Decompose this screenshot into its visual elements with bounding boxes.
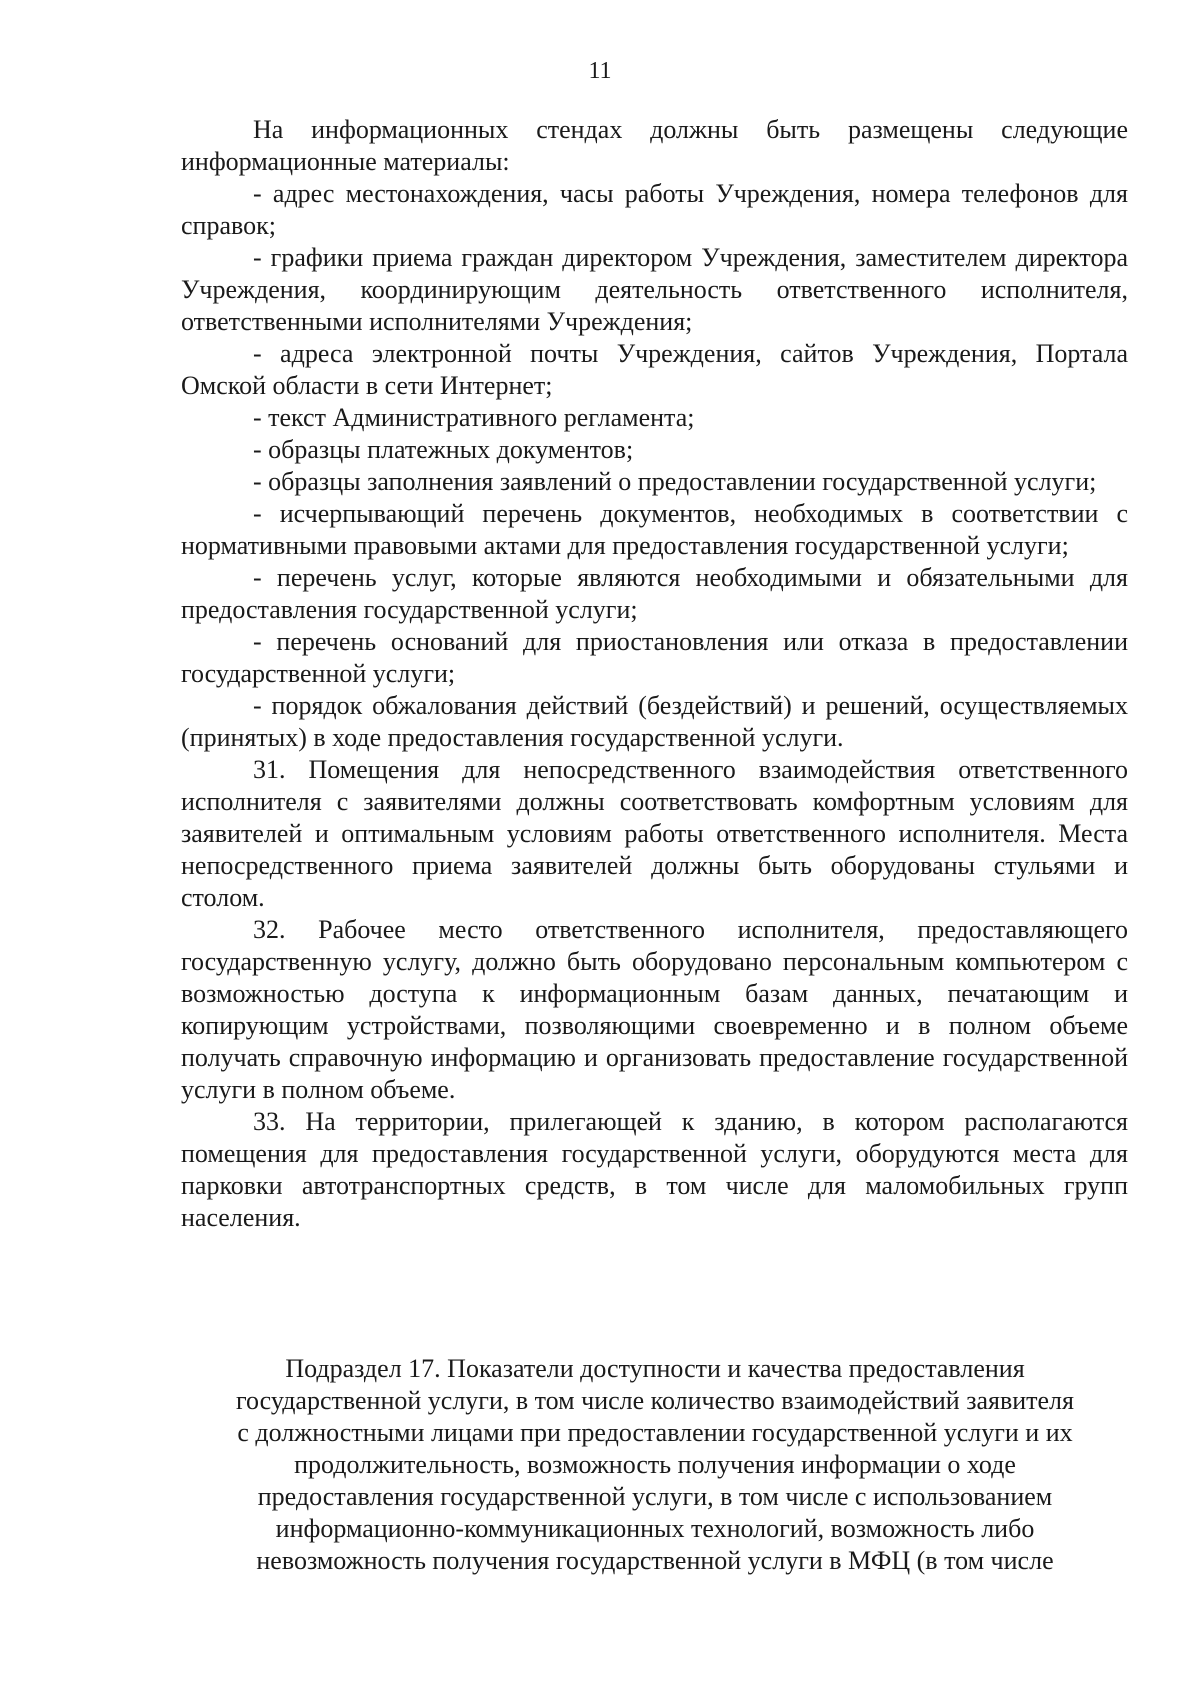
section-heading-line: невозможность получения государственной услуги в МФЦ (в том числе bbox=[256, 1546, 1054, 1575]
section-heading-line: продолжительность, возможность получения информации о ходе bbox=[294, 1450, 1016, 1479]
section-heading-line: с должностными лицами при предоставлении государственной услуги и их bbox=[237, 1418, 1073, 1447]
list-item-document-list: - исчерпывающий перечень документов, необходимых в соответствии с нормативными правовыми актами для предоставления государственной услуги; bbox=[181, 499, 1128, 560]
paragraph-31: 31. Помещения для непосредственного взаимодействия ответственного исполнителя с заявителями должны соответствовать комфортным условиям для заявителей и оптимальным условиям работы ответственного исполнителя. Места непосредственного приема заявителей должны быть оборудованы стульями и столом. bbox=[181, 755, 1128, 912]
list-item-appeal-procedure: - порядок обжалования действий (бездействий) и решений, осуществляемых (принятых) в ходе предоставления государственной услуги. bbox=[181, 691, 1128, 752]
list-item-payment-samples: - образцы платежных документов; bbox=[253, 435, 634, 464]
list-item-schedules: - графики приема граждан директором Учреждения, заместителем директора Учреждения, координирующим деятельность ответственного исполнителя, ответственными исполнителями Учреждения; bbox=[181, 243, 1128, 336]
page-number: 11 bbox=[588, 58, 612, 84]
document-body bbox=[181, 114, 1128, 1234]
paragraph-intro: На информационных стендах должны быть размещены следующие информационные материалы: bbox=[181, 115, 1128, 176]
section-heading-line: государственной услуги, в том числе количество взаимодействий заявителя bbox=[235, 1386, 1074, 1415]
list-item-grounds-list: - перечень оснований для приостановления или отказа в предоставлении государственной услуги; bbox=[181, 627, 1128, 688]
list-item-regulation-text: - текст Административного регламента; bbox=[253, 403, 695, 432]
section-heading-line: Подраздел 17. Показатели доступности и качества предоставления bbox=[285, 1354, 1025, 1383]
list-item-services-list: - перечень услуг, которые являются необходимыми и обязательными для предоставления государственной услуги; bbox=[181, 563, 1128, 624]
section-heading-line: предоставления государственной услуги, в том числе с использованием bbox=[257, 1482, 1053, 1511]
list-item-address: - адрес местонахождения, часы работы Учреждения, номера телефонов для справок; bbox=[181, 179, 1128, 240]
section-heading bbox=[175, 1353, 1135, 1577]
paragraph-32: 32. Рабочее место ответственного исполнителя, предоставляющего государственную услугу, должно быть оборудовано персональным компьютером с возможностью доступа к информационным базам данных, печатающим и копирующим устройствами, позволяющими своевременно и в полном объеме получать справочную информацию и организовать предоставление государственной услуги в полном объеме. bbox=[181, 915, 1128, 1104]
paragraph-33: 33. На территории, прилегающей к зданию, в котором располагаются помещения для предоставления государственной услуги, оборудуются места для парковки автотранспортных средств, в том числе для маломобильных групп населения. bbox=[181, 1107, 1128, 1232]
section-heading-line: информационно-коммуникационных технологий, возможность либо bbox=[275, 1514, 1035, 1543]
list-item-email: - адреса электронной почты Учреждения, сайтов Учреждения, Портала Омской области в сети Интернет; bbox=[181, 339, 1128, 400]
list-item-application-samples: - образцы заполнения заявлений о предоставлении государственной услуги; bbox=[253, 467, 1097, 496]
